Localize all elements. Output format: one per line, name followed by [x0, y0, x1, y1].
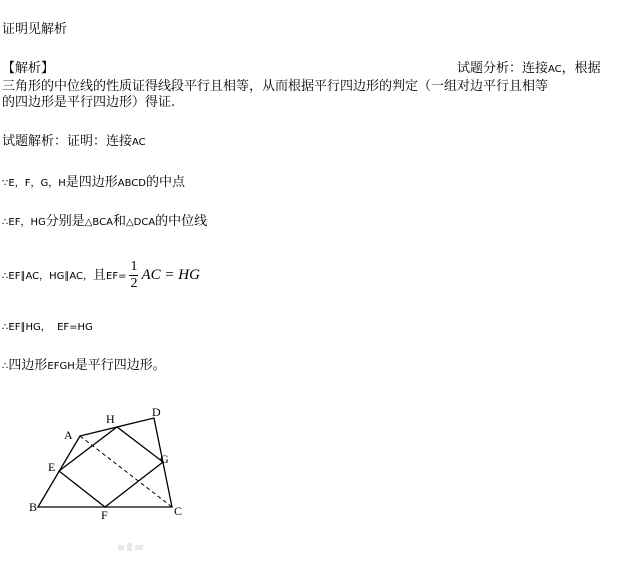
step-2-text-d: 的中位线 — [155, 214, 208, 229]
watermark-logo — [116, 540, 146, 554]
step-5-text-a: 四边形 — [8, 358, 48, 373]
step-3-and: 且 — [93, 268, 107, 283]
step-1-quad: ABCD — [117, 178, 146, 189]
step-4-text: EF∥HG， EF=HG — [8, 322, 93, 333]
solution-step-1 — [2, 175, 185, 192]
label-a: A — [64, 428, 73, 442]
therefore-symbol: ∴ — [2, 322, 9, 333]
step-2-text-c: 和 — [112, 214, 126, 229]
step-1-mid: 是四边形 — [65, 175, 118, 190]
one-half-fraction — [129, 259, 138, 292]
analysis-line-3: 的四边形是平行四边形）得证. — [2, 95, 176, 110]
solution-step-2 — [2, 214, 207, 231]
therefore-symbol: ∴ — [2, 361, 9, 372]
analysis-line-1-tail: ，根据 — [561, 61, 601, 76]
analysis-line-1-text: 试题分析：连接 — [457, 61, 549, 76]
step-1-points: E，F，G，H — [8, 178, 66, 189]
step-2-segments: EF，HG — [8, 217, 46, 228]
solution-step-4 — [2, 319, 93, 336]
step-2-triangle-2: △DCA — [125, 217, 156, 228]
quadrilateral-abcd — [38, 418, 172, 507]
analysis-line-1 — [457, 61, 601, 78]
geometry-figure — [26, 405, 196, 520]
fraction-numerator: 1 — [130, 259, 138, 274]
solution-intro-ac: AC — [132, 137, 146, 148]
label-c: C — [174, 504, 183, 518]
solution-step-5 — [2, 358, 166, 375]
step-5-quad: EFGH — [47, 361, 75, 372]
fraction-denominator: 2 — [130, 276, 138, 291]
step-3-expression: AC = HG — [141, 267, 200, 283]
step-3-ef: EF= — [106, 271, 127, 282]
solution-step-3 — [2, 258, 200, 294]
label-f: F — [101, 508, 108, 520]
label-d: D — [152, 405, 161, 419]
parallelogram-efgh — [59, 427, 163, 507]
step-2-triangle-1: △BCA — [84, 217, 113, 228]
solution-intro — [2, 134, 146, 151]
step-5-text-b: 是平行四边形。 — [74, 358, 166, 373]
step-2-text-b: 分别是 — [45, 214, 85, 229]
label-g: G — [160, 452, 169, 466]
analysis-tag: 【解析】 — [2, 61, 55, 76]
step-3-parallels: EF∥AC，HG∥AC， — [8, 271, 94, 282]
therefore-symbol: ∴ — [2, 217, 9, 228]
therefore-symbol: ∴ — [2, 271, 9, 282]
because-symbol: ∵ — [2, 178, 9, 189]
analysis-line-1-ac: AC — [548, 64, 562, 75]
label-h: H — [106, 412, 115, 426]
diagonal-ac — [80, 436, 172, 507]
label-b: B — [29, 500, 38, 514]
analysis-line-2: 三角形的中位线的性质证得线段平行且相等，从而根据平行四边形的判定（一组对边平行且相等 — [2, 79, 549, 94]
step-1-end: 的中点 — [145, 175, 185, 190]
label-e: E — [48, 460, 56, 474]
answer-text: 证明见解析 — [2, 22, 68, 37]
solution-intro-text: 试题解析：证明：连接 — [2, 134, 133, 149]
